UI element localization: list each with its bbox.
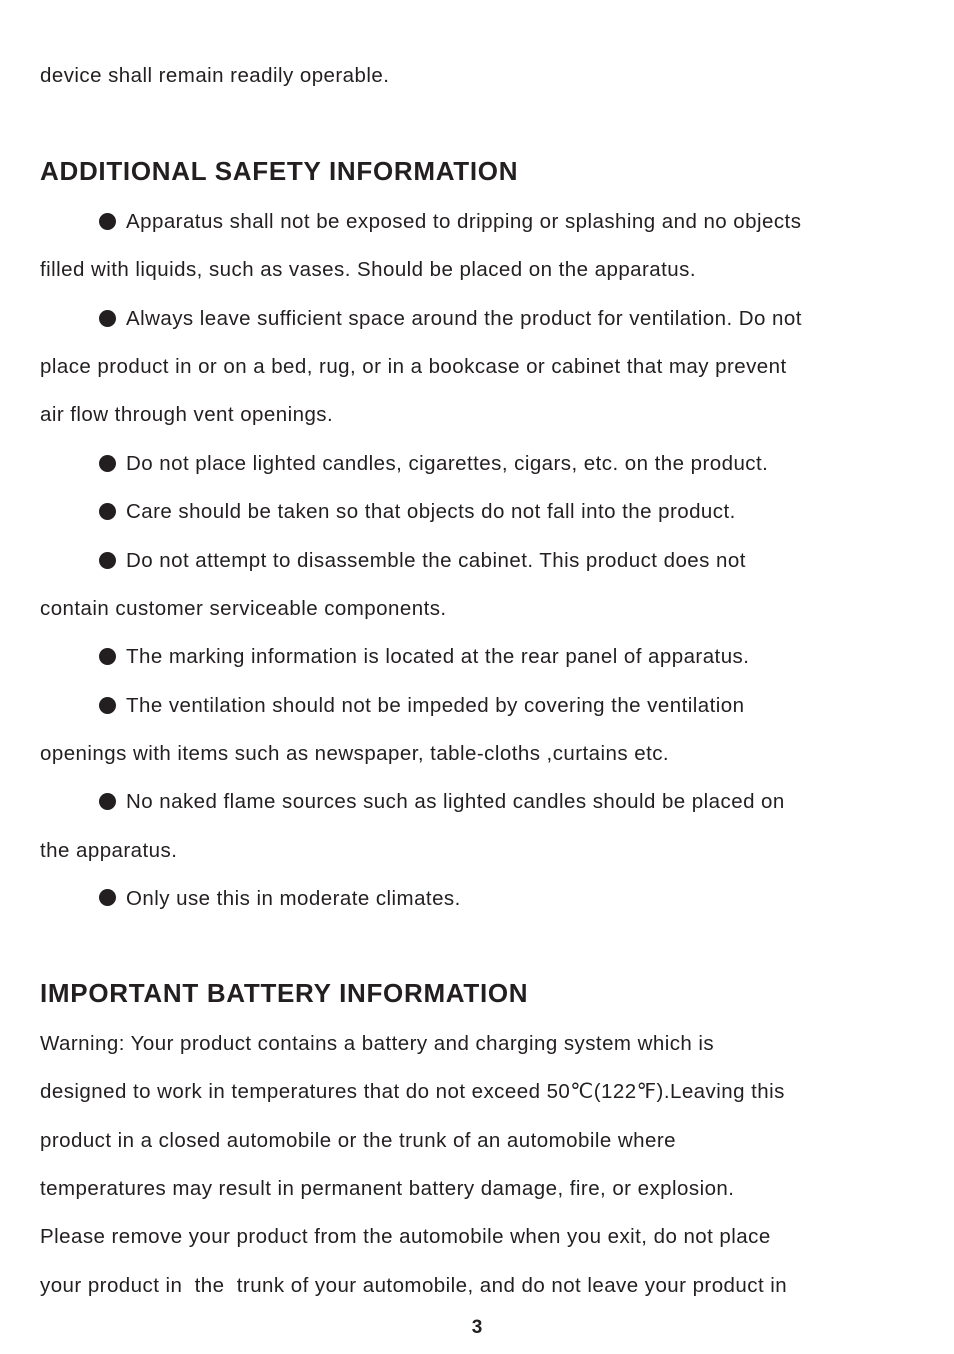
safety-item-text: Care should be taken so that objects do not fall into the product. — [126, 500, 736, 523]
bullet-dot-icon — [99, 552, 116, 569]
bullet-dot-icon — [99, 793, 116, 810]
bullet-dot-icon — [99, 889, 116, 906]
safety-item-continuation: openings with items such as newspaper, table-cloths ,curtains etc. — [40, 742, 670, 765]
safety-item-continuation: contain customer serviceable components. — [40, 597, 447, 620]
safety-item-text: Only use this in moderate climates. — [126, 887, 461, 910]
bullet-dot-icon — [99, 648, 116, 665]
safety-item-text: Always leave sufficient space around the product for ventilation. Do not — [126, 307, 802, 330]
section-heading-safety: ADDITIONAL SAFETY INFORMATION — [40, 156, 519, 186]
safety-item-text: Do not place lighted candles, cigarettes, cigars, etc. on the product. — [126, 452, 769, 475]
safety-item-continuation: filled with liquids, such as vases. Should be placed on the apparatus. — [40, 258, 696, 281]
safety-item-continuation: the apparatus. — [40, 839, 178, 862]
battery-text-line: temperatures may result in permanent battery damage, fire, or explosion. — [40, 1177, 735, 1200]
battery-text-line: product in a closed automobile or the trunk of an automobile where — [40, 1129, 676, 1152]
safety-item-text: Apparatus shall not be exposed to dripping or splashing and no objects — [126, 210, 802, 233]
bullet-dot-icon — [99, 503, 116, 520]
bullet-dot-icon — [99, 213, 116, 230]
battery-text-line: Warning: Your product contains a battery and charging system which is — [40, 1032, 715, 1055]
battery-text-line: your product in the trunk of your automobile, and do not leave your product in — [40, 1274, 788, 1297]
page-number: 3 — [471, 1317, 483, 1338]
safety-item-text: The marking information is located at the rear panel of apparatus. — [126, 645, 750, 668]
battery-text-line: Please remove your product from the automobile when you exit, do not place — [40, 1225, 771, 1248]
safety-item-continuation: air flow through vent openings. — [40, 403, 334, 426]
section-heading-battery: IMPORTANT BATTERY INFORMATION — [40, 978, 529, 1008]
bullet-dot-icon — [99, 697, 116, 714]
safety-item-text: The ventilation should not be impeded by covering the ventilation — [126, 694, 745, 717]
safety-item-continuation: place product in or on a bed, rug, or in a bookcase or cabinet that may prevent — [40, 355, 787, 378]
safety-item-text: Do not attempt to disassemble the cabinet. This product does not — [126, 549, 746, 572]
intro-text: device shall remain readily operable. — [40, 64, 390, 87]
battery-text-line: designed to work in temperatures that do not exceed 50℃(122℉).Leaving this — [40, 1080, 785, 1103]
safety-item-text: No naked flame sources such as lighted candles should be placed on — [126, 790, 785, 813]
bullet-dot-icon — [99, 455, 116, 472]
bullet-dot-icon — [99, 310, 116, 327]
